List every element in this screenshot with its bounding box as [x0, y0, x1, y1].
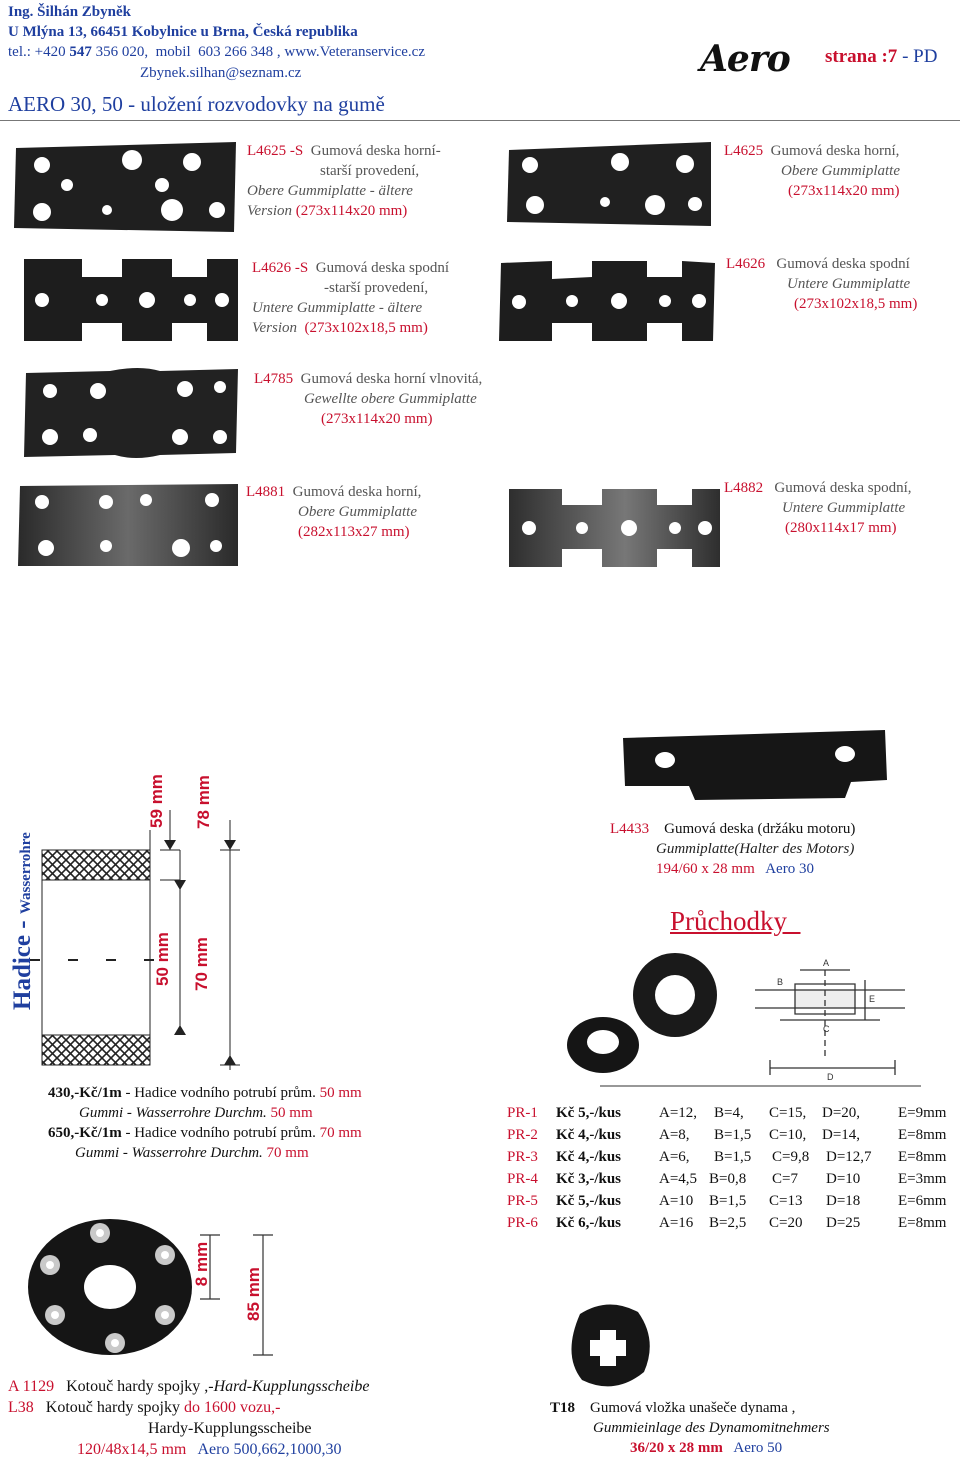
item-l4433-text: L4433 Gumová deska (držáku motoru) Gummiplatte(Halter des Motors) 194/60 x 28 mm Aero 30 — [610, 821, 856, 877]
dim-label-a: A — [823, 958, 830, 968]
dim-label-e: E — [869, 994, 876, 1004]
dim-label-b: B — [777, 977, 784, 987]
item-l4625s-text: L4625 -S Gumová deska horní- starší provedení, Obere Gummiplatte - ältere Version (273x114x20 mm) — [247, 143, 441, 219]
grommet-diagram — [565, 950, 945, 1090]
plate-l4626-image — [497, 257, 717, 345]
header-divider — [0, 120, 960, 121]
dim-label-c: C — [823, 1024, 830, 1034]
page-title: AERO 30, 50 - uložení rozvodovky na gumě — [8, 92, 385, 116]
dim-78mm: 78 mm — [194, 775, 213, 829]
company-address: U Mlýna 13, 66451 Kobylnice u Brna, Česká republika — [8, 24, 358, 40]
hose-prices: 430,-Kč/1m - Hadice vodního potrubí prům. 50 mm Gummi - Wasserrohre Durchm. 50 mm 650,-Kč/1m - Hadice vodního potrubí prům. 70 mm Gummi - Wasserrohre Durchm. 70 mm — [48, 1085, 362, 1161]
plate-l4625-image — [505, 140, 715, 230]
pass-title: Průchodky — [670, 906, 787, 936]
company-phone: tel.: +420 547 356 020, mobil 603 266 348 , www.Veteranservice.cz — [8, 44, 425, 60]
item-l4785-text: L4785 Gumová deska horní vlnovitá, Gewellte obere Gummiplatte (273x114x20 mm) — [254, 371, 483, 427]
page-label: strana :7 - PD — [825, 46, 938, 67]
plate-l4785-image — [20, 365, 242, 460]
dim-50mm: 50 mm — [153, 932, 172, 986]
hose-side-label: Hadice - Wasserrohre — [9, 832, 36, 1010]
dim-59mm: 59 mm — [147, 774, 166, 828]
plate-l4625s-image — [12, 140, 240, 235]
company-email[interactable]: Zbynek.silhan@seznam.cz — [140, 65, 302, 81]
aero-logo: Aero — [700, 38, 790, 80]
company-name: Ing. Šilhán Zbyněk — [8, 4, 131, 20]
t18-text: T18 Gumová vložka unašeče dynama , Gummieinlage des Dynamomitnehmers 36/20 x 28 mm Aero 50 — [550, 1400, 830, 1456]
item-l4626s-text: L4626 -S Gumová deska spodní -starší provedení, Untere Gummiplatte - ältere Version (273x102x18,5 mm) — [252, 260, 450, 336]
plate-l4626s-image — [22, 255, 240, 345]
plate-l4881-image — [16, 480, 242, 570]
item-l4626-text: L4626 Gumová deska spodní Untere Gummiplatte (273x102x18,5 mm) — [726, 256, 918, 312]
plate-l4882-image — [507, 485, 722, 570]
coupling-text: A 1129 Kotouč hardy spojky ,-Hard-Kupplungsscheibe L38 Kotouč hardy spojky do 1600 vozu,- Hardy-Kupplungsscheibe 120/48x14,5 mm Aero 500,662,1000,30 — [8, 1378, 370, 1458]
item-l4881-text: L4881 Gumová deska horní, Obere Gummiplatte (282x113x27 mm) — [246, 484, 422, 540]
item-l4625-text: L4625 Gumová deska horní, Obere Gummiplatte (273x114x20 mm) — [724, 143, 901, 199]
dim-85mm: 85 mm — [244, 1267, 263, 1321]
dim-70mm: 70 mm — [192, 937, 211, 991]
plate-l4433-image — [615, 720, 895, 810]
item-l4882-text: L4882 Gumová deska spodní, Untere Gummiplatte (280x114x17 mm) — [724, 480, 912, 536]
dim-8mm: 8 mm — [192, 1241, 211, 1287]
dim-label-d: D — [827, 1072, 834, 1082]
t18-image — [560, 1300, 660, 1395]
